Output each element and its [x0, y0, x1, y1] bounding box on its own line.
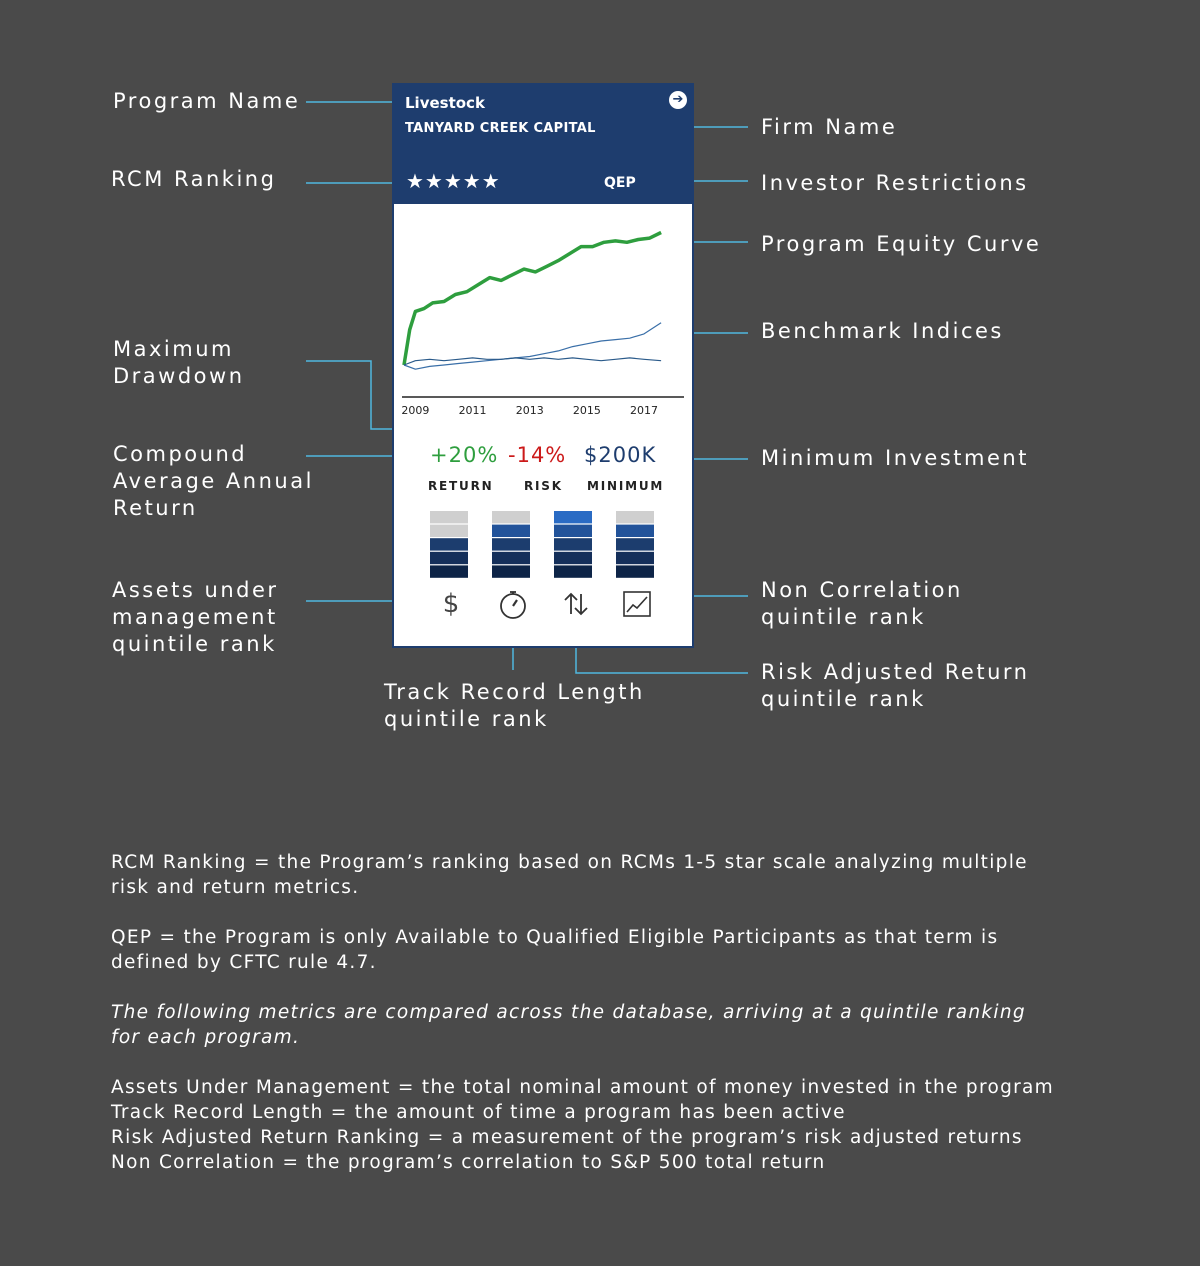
- quintile-segment-risk-adjusted: [554, 511, 592, 523]
- footnote-qep-1: QEP = the Program is only Available to Qualified Eligible Participants as that term is: [111, 927, 999, 948]
- program-name[interactable]: Livestock: [405, 94, 485, 112]
- series-line-benchmark-b: [404, 358, 661, 365]
- label-aum-3: quintile rank: [112, 632, 277, 656]
- return-value: +20%: [430, 443, 499, 467]
- quintile-segment-non-correlation: [616, 565, 654, 577]
- label-aum-2: management: [112, 605, 278, 629]
- quintile-segment-aum: [430, 538, 468, 550]
- quintile-segment-non-correlation: [616, 511, 654, 523]
- label-program-equity-curve: Program Equity Curve: [761, 232, 1042, 256]
- quintile-segment-risk-adjusted: [554, 552, 592, 564]
- quintile-segment-non-correlation: [616, 538, 654, 550]
- quintile-segment-track-record: [492, 511, 530, 523]
- program-card[interactable]: [392, 83, 694, 648]
- line-chart-icon: [620, 587, 654, 621]
- footnote-quintile-2: for each program.: [111, 1027, 301, 1048]
- minimum-label: MINIMUM: [587, 479, 665, 493]
- label-program-name: Program Name: [113, 89, 301, 113]
- label-risk-adjusted-2: quintile rank: [761, 687, 926, 711]
- label-max-drawdown-1: Maximum: [113, 337, 234, 361]
- footnote-def-non-correlation: Non Correlation = the program’s correlation to S&P 500 total return: [111, 1152, 826, 1173]
- quintile-segment-track-record: [492, 525, 530, 537]
- label-max-drawdown-2: Drawdown: [113, 364, 245, 388]
- return-label: RETURN: [428, 479, 494, 493]
- x-tick-label: 2009: [401, 404, 430, 417]
- footnote-rcm-1: RCM Ranking = the Program’s ranking based on RCMs 1-5 star scale analyzing multiple: [111, 852, 1028, 873]
- label-risk-adjusted-1: Risk Adjusted Return: [761, 660, 1030, 684]
- label-cagr-3: Return: [113, 496, 198, 520]
- footnote-rcm-2: risk and return metrics.: [111, 877, 360, 898]
- label-track-record-2: quintile rank: [384, 707, 549, 731]
- quintile-segment-track-record: [492, 565, 530, 577]
- stopwatch-icon: [496, 587, 530, 621]
- footnote-qep-2: defined by CFTC rule 4.7.: [111, 952, 377, 973]
- risk-label: RISK: [524, 479, 563, 493]
- card-header: [394, 85, 692, 204]
- series-line-benchmark-a: [404, 323, 661, 370]
- quintile-segment-risk-adjusted: [554, 538, 592, 550]
- quintile-segment-aum: [430, 552, 468, 564]
- footnote-def-aum: Assets Under Management = the total nominal amount of money invested in the program: [111, 1077, 1055, 1098]
- quintile-segment-aum: [430, 565, 468, 577]
- series-line-program: [404, 233, 661, 366]
- quintile-segment-aum: [430, 525, 468, 537]
- label-benchmark-indices: Benchmark Indices: [761, 319, 1004, 343]
- up-down-arrows-icon: [559, 587, 593, 621]
- label-non-correlation-2: quintile rank: [761, 605, 926, 629]
- dollar-icon: $: [442, 589, 460, 619]
- footnote-def-risk-adjusted: Risk Adjusted Return Ranking = a measurement of the program’s risk adjusted returns: [111, 1127, 1023, 1148]
- x-tick-label: 2011: [458, 404, 487, 417]
- label-minimum-investment: Minimum Investment: [761, 446, 1029, 470]
- star-rating: ★★★★★: [406, 169, 501, 193]
- label-investor-restrictions: Investor Restrictions: [761, 171, 1029, 195]
- label-track-record-1: Track Record Length: [384, 680, 645, 704]
- quintile-segment-track-record: [492, 552, 530, 564]
- label-firm-name: Firm Name: [761, 115, 898, 139]
- equity-chart: [394, 204, 692, 434]
- label-non-correlation-1: Non Correlation: [761, 578, 963, 602]
- quintile-segment-non-correlation: [616, 552, 654, 564]
- investor-restriction-badge: QEP: [604, 175, 636, 191]
- arrow-right-circle-icon[interactable]: ➔: [669, 91, 687, 109]
- label-cagr-1: Compound: [113, 442, 248, 466]
- x-tick-label: 2017: [630, 404, 658, 417]
- quintile-segment-non-correlation: [616, 525, 654, 537]
- quintile-bars: [394, 507, 692, 581]
- firm-name: TANYARD CREEK CAPITAL: [405, 121, 596, 136]
- x-tick-label: 2015: [572, 404, 601, 417]
- quintile-segment-risk-adjusted: [554, 525, 592, 537]
- footnote-def-track-record: Track Record Length = the amount of time a program has been active: [111, 1102, 846, 1123]
- x-tick-label: 2013: [515, 404, 544, 417]
- quintile-segment-track-record: [492, 538, 530, 550]
- minimum-value: $200K: [584, 443, 657, 467]
- label-cagr-2: Average Annual: [113, 469, 314, 493]
- label-aum-1: Assets under: [112, 578, 279, 602]
- label-rcm-ranking: RCM Ranking: [111, 167, 277, 191]
- footnote-quintile-1: The following metrics are compared across the database, arriving at a quintile ranking: [111, 1002, 1026, 1023]
- quintile-segment-risk-adjusted: [554, 565, 592, 577]
- quintile-segment-aum: [430, 511, 468, 523]
- risk-value: -14%: [508, 443, 567, 467]
